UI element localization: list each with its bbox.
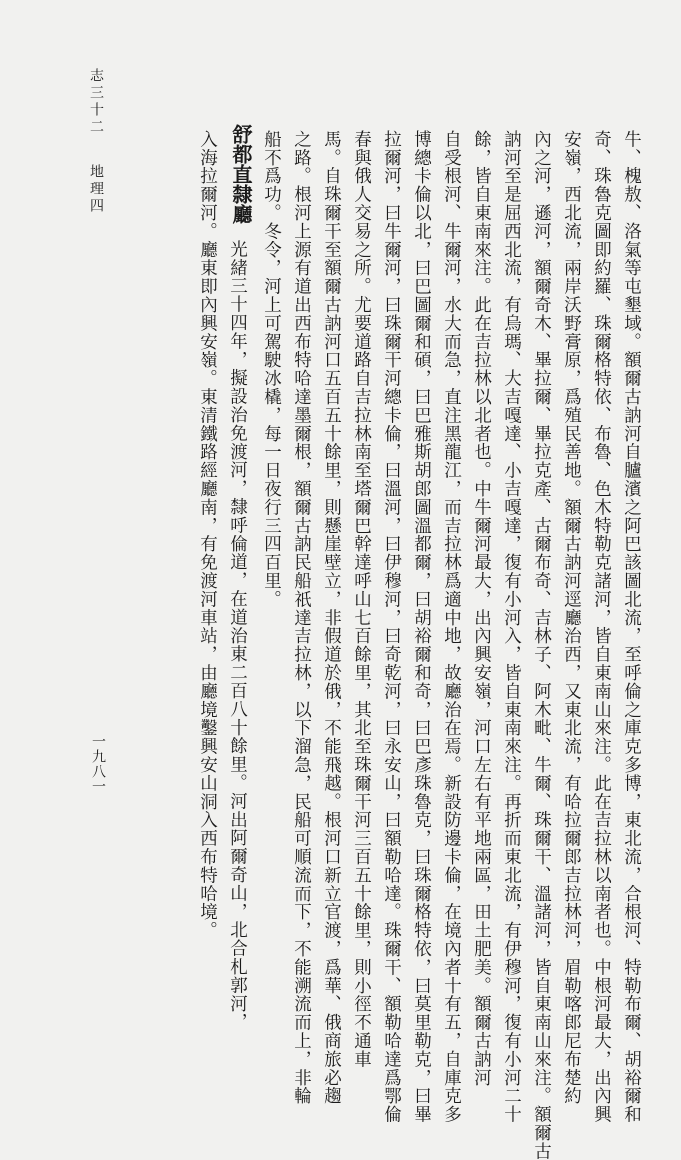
section-heading: 舒都直隸廳 [229, 124, 253, 224]
text-column-1: 牛、槐敖、洛氣等屯墾域。額爾古訥河自臚濱之阿巴該圖北流，至呼倫之庫克多博，東北流，合根河、特勒布爾、胡裕爾和 [621, 130, 642, 1124]
text-column-11: 馬。自珠爾干至額爾古訥河口五百五十餘里，則懸崖壁立，非假道於俄，不能飛越。根河口新立官渡，爲華、俄商旅必趨 [321, 130, 342, 1106]
text-column-6: 餘，皆自東南來注。此在吉拉林以北者也。中牛爾河最大，出內興安嶺，河口左右有平地兩區，田土肥美。額爾古訥河 [471, 130, 492, 1087]
text-column-14: 光緒三十四年，擬設治免渡河，隸呼倫道，在道治東二百八十餘里。河出阿爾奇山，北合札郭河， [227, 240, 248, 1032]
text-column-15: 入海拉爾河。廳東即內興安嶺。東清鐵路經廳南，有免渡河車站，由廳境鑿興安山洞入西布特哈境。 [197, 130, 218, 940]
text-column-4: 內之河，遜河，額爾奇木、畢拉爾、畢拉克產、古爾布奇、吉林子、阿木毗、牛爾、珠爾干、溫諸河，皆自東南山來注。額爾古 [531, 130, 552, 1160]
text-column-3: 安嶺，西北流，兩岸沃野膏原，爲殖民善地。額爾古訥河逕廳治西，又東北流，有哈拉爾郎吉拉林河，眉勒喀郎尼布楚約 [561, 130, 582, 1106]
text-column-8: 博總卡倫以北，曰巴圖爾和碩，曰巴雅斯胡郎圖溫都爾，曰胡裕爾和奇，曰巴彥珠魯克，曰珠爾格特依，曰莫里勒克，曰畢 [411, 130, 432, 1124]
section-label: 地理四 [88, 164, 104, 215]
text-column-2: 奇、珠魯克圖即約羅、珠爾格特依、布魯、色木特勒克諸河，皆自東南山來注。此在吉拉林以南者也。中根河最大，出內興 [591, 130, 612, 1124]
text-column-9: 拉爾河，曰牛爾河，曰珠爾干河總卡倫，曰溫河，曰伊穆河，曰奇乾河，曰永安山，曰額勒哈達。珠爾干、額勒哈達爲鄂倫 [381, 130, 402, 1124]
text-column-10: 春與俄人交易之所。尤要道路自吉拉林南至塔爾巴幹達呼山七百餘里，其北至珠爾干河三百五十餘里，則小徑不通車 [351, 130, 372, 1069]
text-column-5: 訥河至是屈西北流，有烏瑪、大吉嘎達、小吉嘎達，復有小河入，皆自東南來注。再折而東北流，有伊穆河，復有小河二十 [501, 130, 522, 1124]
page-number: 一九八一 [90, 734, 106, 794]
text-column-7: 自受根河、牛爾河，水大而急，直注黑龍江，而吉拉林爲適中地，故廳治在焉。新設防邊卡倫，在境內者十有五，自庫克多 [441, 130, 462, 1124]
text-column-13: 船不爲功。冬令，河上可駕駛冰橇，每一日夜行三四百里。 [261, 130, 282, 609]
text-column-12: 之路。根河上源有道出西布特哈達墨爾根，額爾古訥民船祇達吉拉林，以下溜急，民船可順流而下，不能溯流而上，非輪 [291, 130, 312, 1106]
chapter-label: 志三十二 [88, 68, 104, 136]
running-footer [86, 68, 106, 215]
